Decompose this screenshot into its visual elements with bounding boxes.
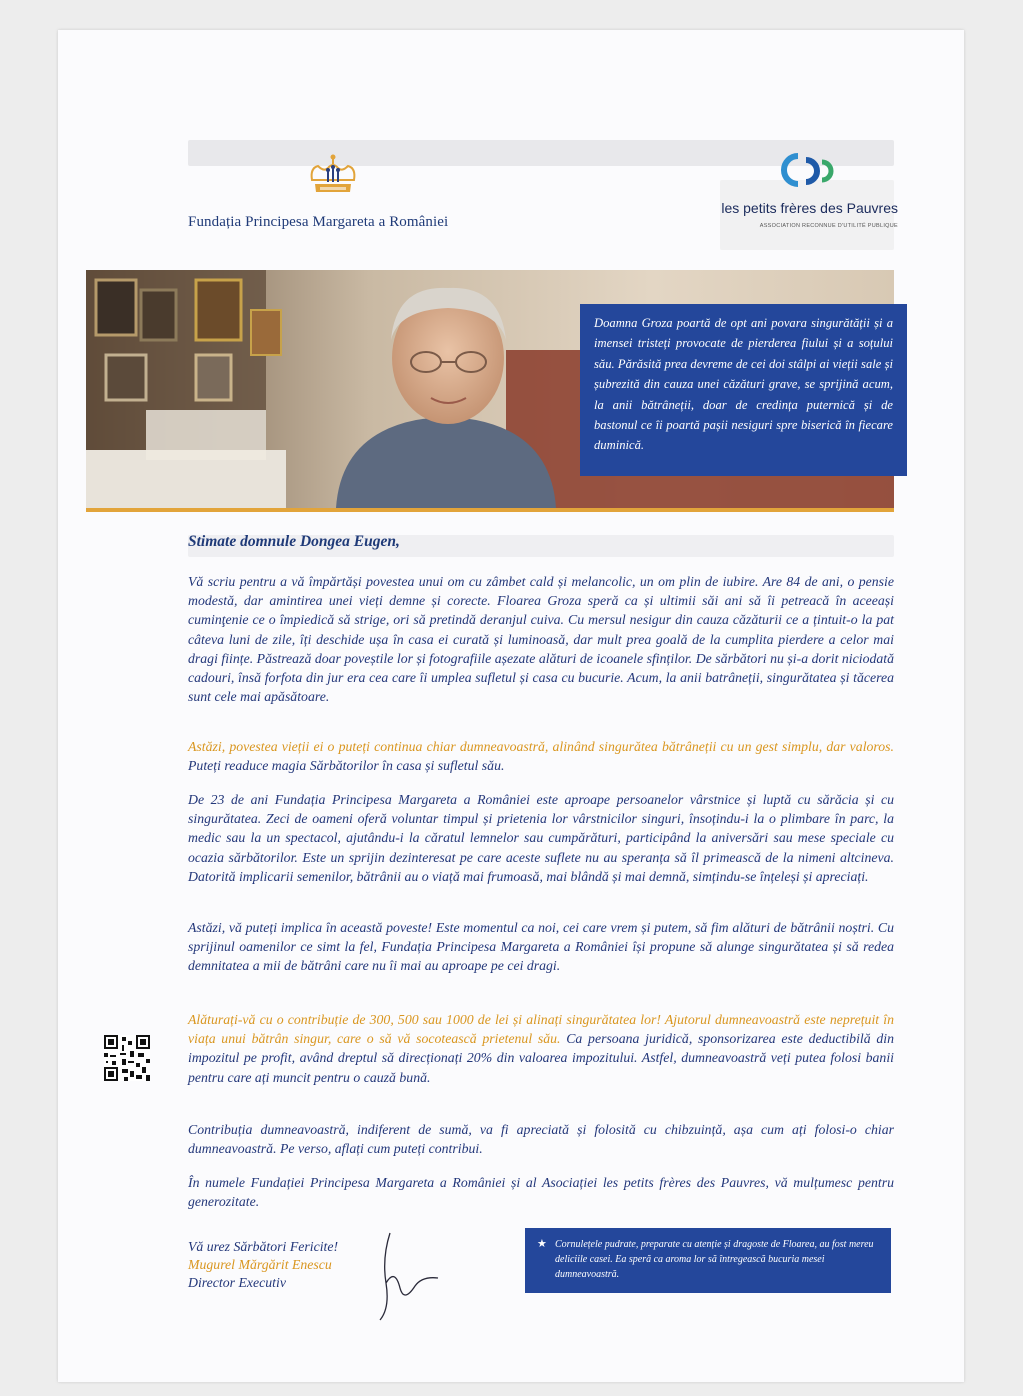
pfp-brand: les petits frères des Pauvres	[721, 200, 898, 216]
fundatia-name: Fundația Principesa Margareta a României	[188, 214, 449, 230]
note-box	[525, 1228, 891, 1293]
pfp-logo	[700, 150, 900, 240]
fundatia-logo	[188, 150, 478, 240]
signature-block	[188, 1238, 338, 1292]
note-text: Cornulețele pudrate, preparate cu atenție și dragoste de Floarea, au fost mereu deliciile casei. Ea speră ca aroma lor să întregească bucuria mesei dumneavoastră.	[555, 1239, 874, 1280]
paragraph-6: Contribuția dumneavoastră, indiferent de sumă, va fi apreciată și folosită cu chibzuință, așa cum ați folosi-o chiar dumneavoastră. Pe verso, aflați cum puteți contribui.	[188, 1122, 894, 1157]
paragraph-1: Vă scriu pentru a vă împărtăși povestea unui om cu zâmbet cald și melancolic, un om plin de iubire. Are 84 de ani, o pensie modestă, dar amintirea unei vieți demne și corecte. Floarea Groza speră ca și ultimii săi ani să îi petreacă în aceeași cuminţenie ce o împiedică să strige, ori să pretindă deranjul cuiva. Cu mersul nesigur din cauza căzăturii ce a țintuit-o la pat câteva luni de zile, îți deschide ușa în casa ei curată și luminoasă, dar mult prea goală de la cumplita pierdere a celor mai dragi ființe. Păstrează doar poveștile lor și fotografiile așezate alături de icoanele sfinților. De sărbători nu și-a dorit niciodată cadouri, însă forfota din jur era cea care îi umplea sufletul și casa cu bucurie. Acum, la anii batrâneții, singurătatea și tăcerea sunt cele mai apăsătoare.	[188, 574, 894, 705]
paragraph-2-rest: Puteți readuce magia Sărbătorilor în casa și sufletul său.	[188, 758, 505, 774]
closing-line: Vă urez Sărbători Fericite!	[188, 1239, 339, 1254]
paragraph-5-rest: Ca persoana juridică, sponsorizarea este deductibilă din impozitul pe profit, având dreptul să direcționați 20% din valoarea impozitului. Astfel, dumneavoastră veți putea folosi banii pentru care ați muncit pentru o cauză bună.	[188, 1031, 894, 1085]
paragraph-5	[188, 1010, 894, 1087]
paragraph-4: Astăzi, vă puteți implica în această poveste! Este momentul ca noi, cei care vrem și putem, să fim alături de bătrânii noștri. Cu sprijinul oamenilor ce simt la fel, Fundația Principesa Margareta a României își propune să alunge singurătatea și să redea demnitatea a mii de bătrâni care nu îi mai au aproape pe cei dragi.	[188, 920, 894, 974]
paragraph-2-highlight: Astăzi, povestea vieții ei o puteți continua chiar dumneavoastră, alinând singurătea bătrâneții cu un gest simplu, dar valoros.	[188, 739, 894, 754]
paragraph-7: În numele Fundației Principesa Margareta a României și al Asociației les petits frères des Pauvres, vă mulțumesc pentru generozitate.	[188, 1175, 894, 1210]
signer-name: Mugurel Mărgărit Enescu	[188, 1257, 332, 1272]
paragraph-3: De 23 de ani Fundația Principesa Margareta a României este aproape persoanelor vârstnice și luptă cu sărăcia și cu singurătatea. Zeci de oameni oferă voluntar timpul și prietenia lor vârstnicilor singuri, însoțindu-i la o plimbare în parc, la medic sau la un spectacol, ajutându-i la căratul lemnelor sau cumpărături, participând la aniversări sau mese speciale cu ocazia sărbătorilor. Este un sprijin dezinteresat pe care aceste suflete nu au speranța să îl primească de la nimeni altcineva. Datorită implicarii semenilor, bătrânii au o viață mai frumoasă, mai blândă și mai demnă, simțindu-se înțeleși și apreciați.	[188, 792, 894, 884]
star-icon: ★	[537, 1238, 547, 1250]
pfp-tagline: ASSOCIATION RECONNUE D'UTILITÉ PUBLIQUE	[759, 223, 898, 229]
paragraph-5-highlight: Alăturați-vă cu o contribuție de 300, 500 sau 1000 de lei și alinați singurătatea lor! Ajutorul dumneavoastră este neprețuit în viața unui bătrân singur, care o să vă socotească prietenul său.	[188, 1012, 894, 1047]
photo-caption: Doamna Groza poartă de opt ani povara singurătății și a imensei tristeți provocate de pierderea fiului și a soțului său. Părăsită prea devreme de cei doi stâlpi ai vieții sale și șubrezită din cauza unei căzături grave, se sprijină acum, la anii bătrâneții, doar de credința puternică și de bastonul ce îi poartă pașii nesiguri spre biserică în fiecare duminică.	[580, 304, 907, 476]
pfp-rings-logo-icon	[770, 150, 860, 192]
crown-logo-icon	[188, 150, 478, 210]
greeting: Stimate domnule Dongea Eugen,	[188, 533, 400, 550]
signer-title: Director Executiv	[188, 1275, 286, 1290]
paragraph-2	[188, 737, 894, 775]
handwritten-signature	[360, 1228, 440, 1323]
qr-code-icon	[104, 1035, 150, 1081]
